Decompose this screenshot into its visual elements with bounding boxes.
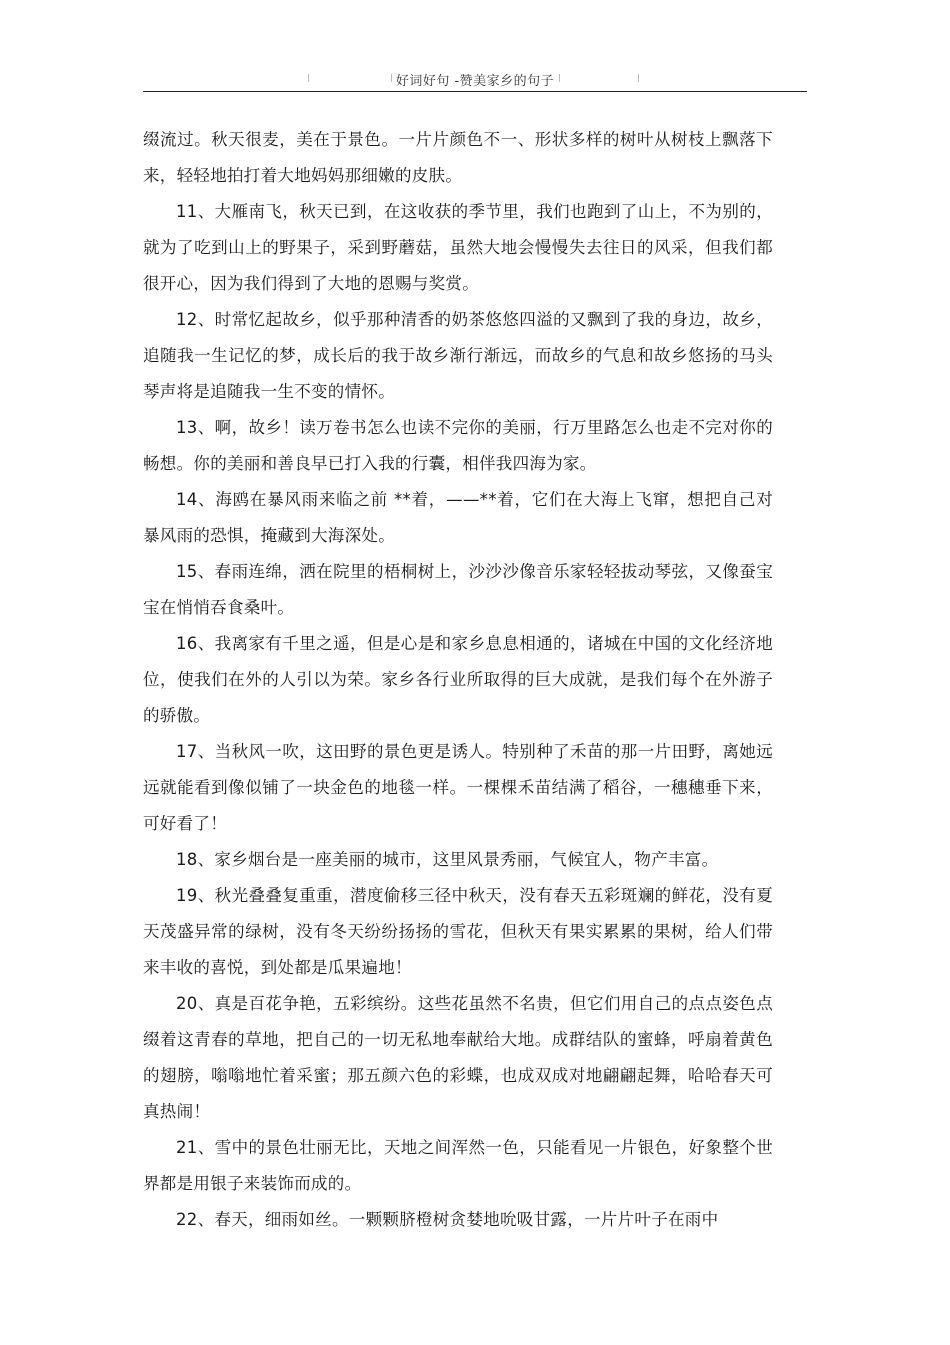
paragraph: 16、我离家有千里之遥，但是心是和家乡息息相通的，诸城在中国的文化经济地位，使我们在外的人引以为荣。家乡各行业所取得的巨大成就，是我们每个在外游子的骄傲。 (143, 634, 773, 725)
paragraph: 14、海鸥在暴风雨来临之前 **着，——**着，它们在大海上飞窜，想把自己对暴风雨的恐惧，掩藏到大海深处。 (143, 490, 773, 545)
paragraph: 15、春雨连绵，洒在院里的梧桐树上，沙沙沙像音乐家轻轻拔动琴弦，又像蚕宝宝在悄悄吞食桑叶。 (143, 562, 773, 617)
paragraph: 缀流过。秋天很麦，美在于景色。一片片颜色不一、形状多样的树叶从树枝上飘落下来，轻轻地拍打着大地妈妈那细嫩的皮肤。 (143, 130, 773, 185)
header-divider (143, 91, 807, 92)
paragraph: 21、雪中的景色壮丽无比，天地之间浑然一色，只能看见一片银色，好象整个世界都是用银子来装饰而成的。 (143, 1138, 773, 1193)
paragraph: 18、家乡烟台是一座美丽的城市，这里风景秀丽，气候宜人，物产丰富。 (176, 850, 719, 869)
paragraph: 20、真是百花争艳，五彩缤纷。这些花虽然不名贵，但它们用自己的点点姿色点缀着这青春的草地，把自己的一切无私地奉献给大地。成群结队的蜜蜂，呼扇着黄色的翅膀，嗡嗡地忙着采蜜；那五颜六色的彩蝶，也成双成对地翩翩起舞，哈哈春天可真热闹！ (143, 994, 773, 1121)
paragraph: 12、时常忆起故乡，似乎那种清香的奶茶悠悠四溢的又飘到了我的身边，故乡，追随我一生记忆的梦，成长后的我于故乡渐行渐远，而故乡的气息和故乡悠扬的马头琴声将是追随我一生不变的情怀。 (143, 310, 773, 401)
paragraph: 19、秋光叠叠复重重，潜度偷移三径中秋天，没有春天五彩斑斓的鲜花，没有夏天茂盛异常的绿树，没有冬天纷纷扬扬的雪花，但秋天有果实累累的果树，给人们带来丰收的喜悦，到处都是瓜果遍地！ (143, 886, 773, 977)
document-body (143, 122, 773, 1238)
header-title: 好词好句 -赞美家乡的句子 (395, 74, 555, 89)
paragraph: 17、当秋风一吹，这田野的景色更是诱人。特别种了禾苗的那一片田野，离她远远就能看到像似铺了一块金色的地毯一样。一棵棵禾苗结满了稻谷，一穗穗垂下来，可好看了！ (143, 742, 773, 833)
paragraph: 13、啊，故乡！读万卷书怎么也读不完你的美丽，行万里路怎么也走不完对你的畅想。你的美丽和善良早已打入我的行囊，相伴我四海为家。 (143, 418, 773, 473)
paragraph: 22、春天，细雨如丝。一颗颗脐橙树贪婪地吮吸甘露，一片片叶子在雨中 (176, 1210, 719, 1229)
paragraph: 11、大雁南飞，秋天已到，在这收获的季节里，我们也跑到了山上，不为别的，就为了吃到山上的野果子，采到野蘑菇，虽然大地会慢慢失去往日的风采，但我们都很开心，因为我们得到了大地的恩赐与奖赏。 (143, 202, 773, 293)
page-header (143, 62, 807, 92)
